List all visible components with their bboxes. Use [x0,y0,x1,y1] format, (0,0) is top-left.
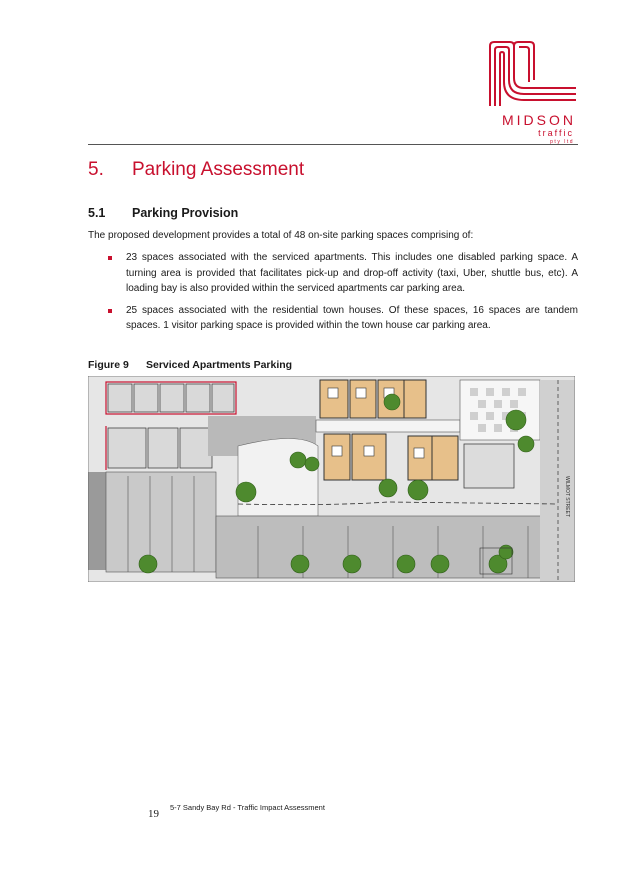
midson-logo [484,38,580,148]
section-heading [88,159,304,181]
logo-subtitle-small: pty ltd [550,139,574,145]
figure-title: Serviced Apartments Parking [146,359,293,371]
logo-brand: MIDSON [502,112,576,128]
page-number: 19 [148,808,159,820]
subsection-heading [88,206,238,220]
site-plan-image [88,376,575,582]
bullet-text: 25 spaces associated with the residential town houses. Of these spaces, 16 spaces are tandem spaces. 1 visitor parking space is provided within the town house car parking area. [126,304,578,331]
logo-subtitle: traffic [538,128,574,138]
figure-caption [88,359,292,371]
intro-paragraph: The proposed development provides a total of 48 on-site parking spaces comprising of: [88,230,474,241]
section-number: 5. [88,159,104,180]
bullet-icon [108,309,112,313]
subsection-number: 5.1 [88,206,106,220]
figure-number: Figure 9 [88,359,129,371]
list-item [108,250,578,297]
bullet-text: 23 spaces associated with the serviced apartments. This includes one disabled parking space. A turning area is provided that facilitates pick-up and drop-off activity (taxi, Uber, shuttle bus, etc). A loading bay is also provided within the serviced apartments car parking area. [126,252,578,294]
midson-logo-mark [484,38,580,110]
footer-title: 5-7 Sandy Bay Rd - Traffic Impact Assessment [170,803,325,812]
header-rule [88,144,578,145]
section-title: Parking Assessment [132,159,305,180]
street-label: WILMOT STREET [564,476,570,518]
bullet-icon [108,256,112,260]
bullet-list [108,250,578,340]
list-item [108,303,578,334]
subsection-title: Parking Provision [132,206,239,220]
